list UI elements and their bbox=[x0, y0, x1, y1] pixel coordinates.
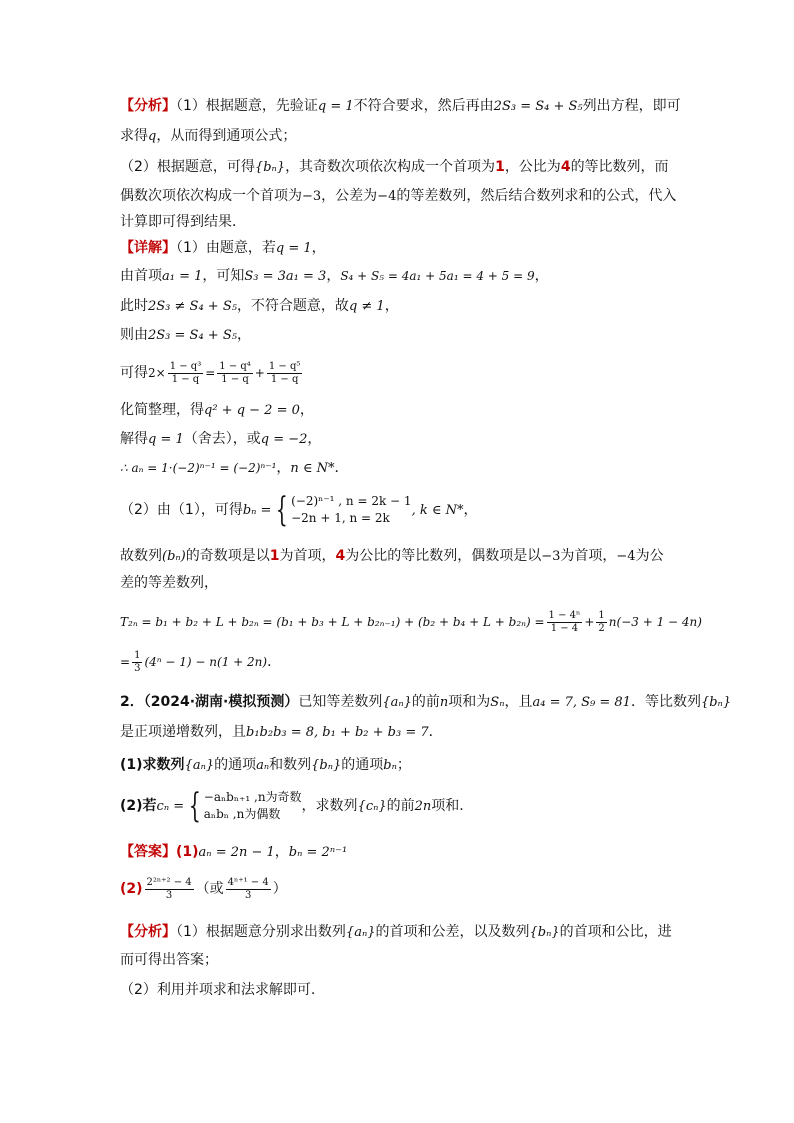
piecewise-brace: { −aₙbₙ₊₁ ,n为奇数 aₙbₙ ,n为偶数 bbox=[188, 786, 302, 826]
analysis-line-5: 计算即可得到结果． bbox=[120, 214, 246, 230]
fraction: $\frac{\text{2²ⁿ⁺² − 4}}{3}$ bbox=[146, 876, 192, 901]
fraction: $\frac{\text{1 − q⁴}}{1 - q}$ bbox=[219, 360, 251, 385]
detail-tag: 【详解】 bbox=[120, 240, 176, 256]
question-source: （2024·湖南·模拟预测） bbox=[143, 694, 299, 710]
detail-line-12: T₂ₙ = b₁ + b₂ + L + b₂ₙ = (b₁ + b₃ + L + b₂ₙ₋₁) + (b₂ + b₄ + L + b₂ₙ) = $\frac{\text{1 − 4ⁿ}}{1 - 4}$ + $\frac{1}{2}$ n(−3 + 1 − 4n) bbox=[120, 609, 702, 634]
question-2-part-1: (1)求数列{aₙ}的通项aₙ和数列{bₙ}的通项bₙ； bbox=[120, 757, 411, 773]
fraction: $\frac{\text{1 − q³}}{1 - q}$ bbox=[169, 360, 202, 385]
detail-line-5: 可得2× $\frac{\text{1 − q³}}{1 - q}$ = $\frac{\text{1 − q⁴}}{1 - q}$ + $\frac{\text{1 − q⁵}}{1 - q}$ bbox=[120, 360, 301, 385]
analysis-line-3: （2）根据题意，可得{bₙ}，其奇数次项依次构成一个首项为1，公比为4的等比数列，而 bbox=[120, 159, 669, 175]
analysis-2-line-2: 而可得出答案； bbox=[120, 952, 218, 968]
analysis-2-line-3: （2）利用并项求和法求解即可. bbox=[120, 982, 316, 998]
question-2-line-2: 是正项递增数列，且b₁b₂b₃ = 8, b₁ + b₂ + b₃ = 7． bbox=[120, 724, 443, 740]
detail-line-9: （2）由（1），可得bₙ = { (−2)ⁿ⁻¹ , n = 2k − 1 −2n + 1, n = 2k , k ∈ N*， bbox=[120, 490, 478, 530]
detail-line-3: 此时2S₃ ≠ S₄ + S₅，不符合题意，故q ≠ 1， bbox=[120, 298, 399, 314]
detail-line-1: 【详解】（1）由题意，若q = 1， bbox=[120, 240, 326, 256]
detail-line-2: 由首项a₁ = 1，可知S₃ = 3a₁ = 3，S₄ + S₅ = 4a₁ + 5a₁ = 4 + 5 = 9， bbox=[120, 268, 549, 284]
analysis-tag: 【分析】 bbox=[120, 98, 176, 114]
answer-tag: 【答案】 bbox=[120, 844, 176, 860]
analysis-line-1: 【分析】（1）根据题意，先验证q = 1不符合要求，然后再由2S₃ = S₄ + S₅列出方程，即可 bbox=[120, 98, 681, 114]
detail-line-7: 解得q = 1（舍去），或q = −2， bbox=[120, 431, 322, 447]
fraction: $\frac{\text{1 − 4ⁿ}}{1 - 4}$ bbox=[548, 609, 581, 634]
fraction: $\frac{\text{4ⁿ⁺¹ − 4}}{3}$ bbox=[227, 876, 269, 901]
question-number: 2． bbox=[120, 694, 144, 710]
fraction: $\frac{1}{3}$ bbox=[134, 649, 141, 674]
answer-line-1: 【答案】(1)aₙ = 2n − 1，bₙ = 2ⁿ⁻¹ bbox=[120, 844, 348, 860]
analysis-line-2: 求得q，从而得到通项公式； bbox=[120, 128, 297, 144]
detail-line-10: 故数列(bₙ)的奇数项是以1为首项，4为公比的等比数列，偶数项是以−3为首项，−4为公 bbox=[120, 548, 664, 564]
detail-line-13: = $\frac{1}{3}$ (4ⁿ − 1) − n(1 + 2n)． bbox=[120, 649, 282, 674]
fraction: $\frac{\text{1 − q⁵}}{1 - q}$ bbox=[268, 360, 301, 385]
detail-line-4: 则由2S₃ = S₄ + S₅， bbox=[120, 327, 251, 343]
question-2-part-2: (2)若cₙ = { −aₙbₙ₊₁ ,n为奇数 aₙbₙ ,n为偶数 ，求数列{cₙ}的前2n项和. bbox=[120, 786, 464, 826]
answer-line-2: (2) $\frac{\text{2²ⁿ⁺² − 4}}{3}$ （或 $\frac{\text{4ⁿ⁺¹ − 4}}{3}$ ） bbox=[120, 876, 287, 901]
analysis-tag: 【分析】 bbox=[120, 924, 176, 940]
detail-line-11: 差的等差数列， bbox=[120, 575, 218, 591]
detail-line-8: ∴ aₙ = 1·(−2)ⁿ⁻¹ = (−2)ⁿ⁻¹，n ∈ N*． bbox=[120, 460, 349, 476]
piecewise-brace: { (−2)ⁿ⁻¹ , n = 2k − 1 −2n + 1, n = 2k bbox=[276, 490, 412, 530]
question-2-line-1: 2．（2024·湖南·模拟预测）已知等差数列{aₙ}的前n项和为Sₙ，且a₄ = 7, S₉ = 81．等比数列{bₙ} bbox=[120, 694, 732, 710]
analysis-line-4: 偶数次项依次构成一个首项为−3，公差为−4的等差数列，然后结合数列求和的公式，代入 bbox=[120, 188, 677, 204]
fraction: $\frac{1}{2}$ bbox=[598, 609, 605, 634]
detail-line-6: 化简整理，得q² + q − 2 = 0， bbox=[120, 402, 314, 418]
analysis-2-line-1: 【分析】（1）根据题意分别求出数列{aₙ}的首项和公差，以及数列{bₙ}的首项和公比，进 bbox=[120, 924, 672, 940]
